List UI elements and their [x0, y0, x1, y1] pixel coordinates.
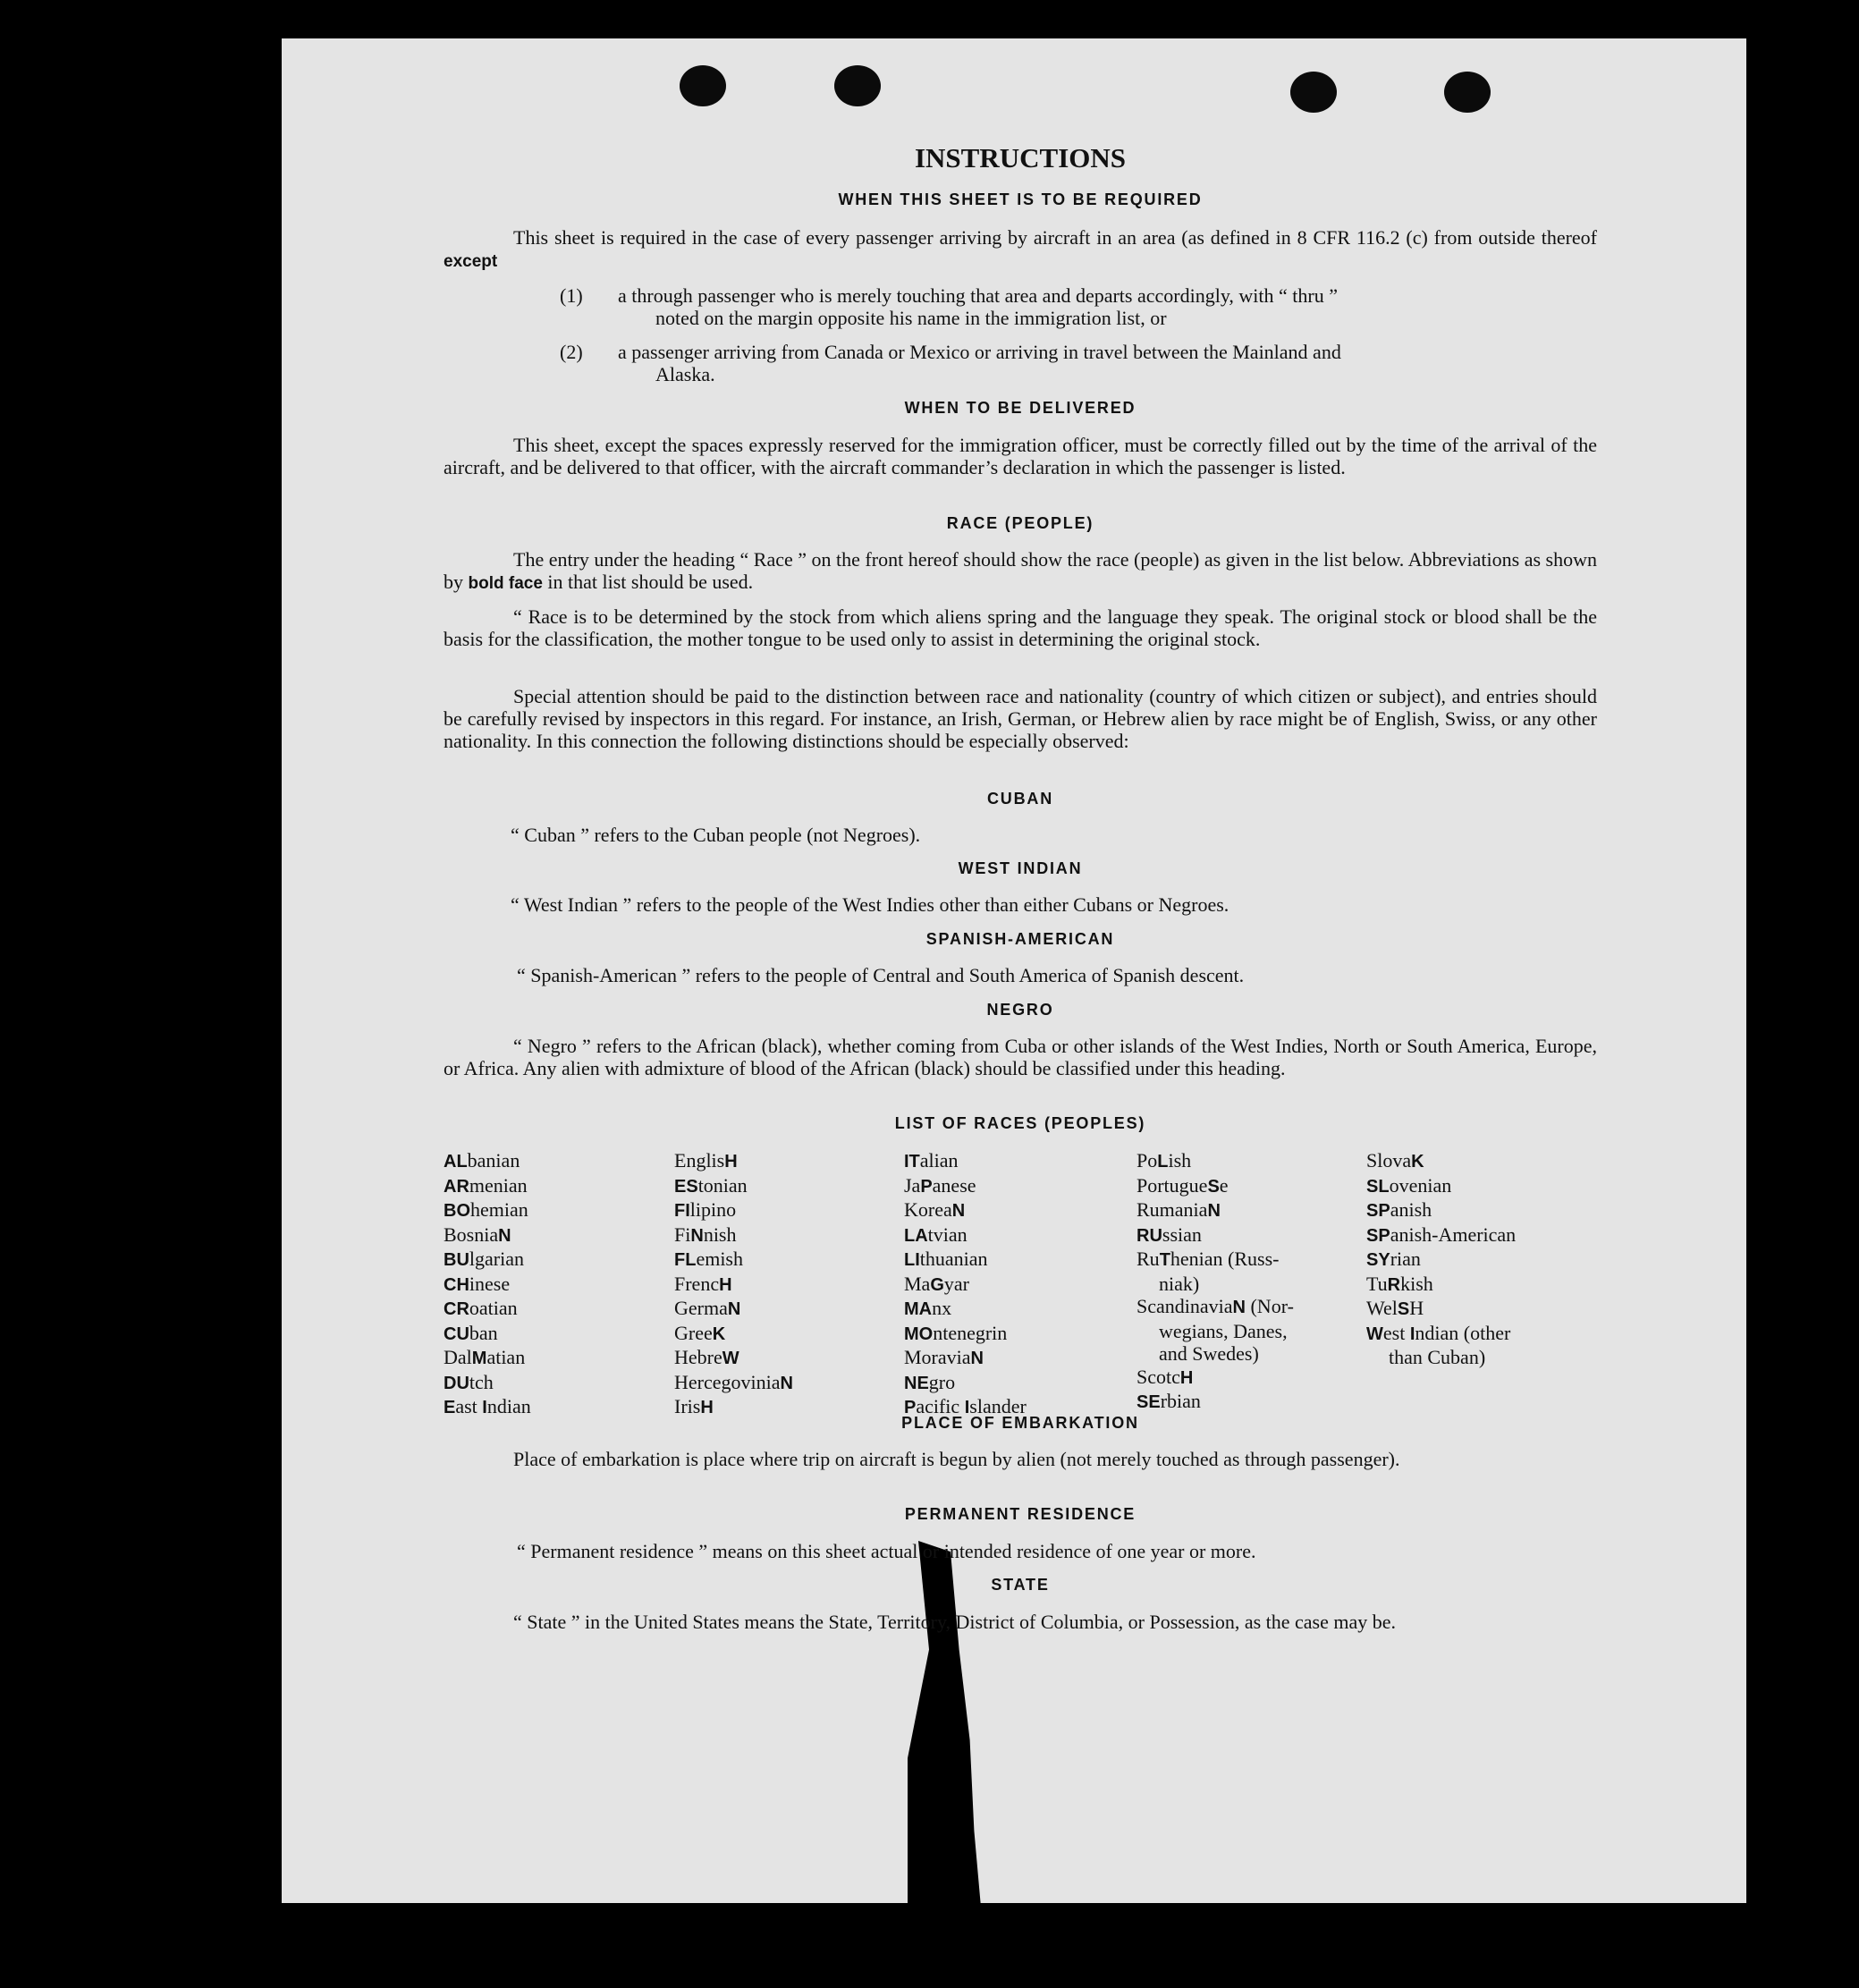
race-text: hemian [470, 1198, 528, 1221]
race-text: Wel [1366, 1297, 1398, 1319]
race-text: tvian [927, 1222, 968, 1246]
race-abbreviation: CH [444, 1274, 469, 1295]
race-text: Frenc [674, 1272, 720, 1295]
race-column [444, 1149, 531, 1420]
race-abbreviation: LA [904, 1225, 928, 1246]
torn-edge [908, 1541, 1015, 1903]
race-text: Ja [904, 1173, 921, 1197]
paragraph-west-indian: “ West Indian ” refers to the people of the West Indies other than either Cubans or Negroes. [511, 893, 1229, 916]
heading-race: RACE (PEOPLE) [946, 514, 1094, 532]
race-text: than Cuban) [1389, 1346, 1486, 1368]
race-text: acific [916, 1395, 965, 1417]
race-entry [674, 1371, 793, 1396]
race-text: ish [1168, 1149, 1192, 1172]
race-text: Rumania [1137, 1198, 1208, 1221]
race-text: Scotc [1137, 1365, 1180, 1388]
page-title: INSTRUCTIONS [914, 142, 1126, 173]
race-abbreviation: BU [444, 1250, 469, 1270]
race-entry [1366, 1346, 1516, 1369]
race-entry [444, 1174, 531, 1199]
race-entry [904, 1322, 1027, 1347]
race-text: anish-American [1390, 1222, 1517, 1246]
paragraph-when-required: This sheet is required in the case of every passenger arriving by aircraft in an area (as defined in 8 CFR 116.2 (c) from outside thereof except [444, 226, 1597, 271]
race-text: anese [932, 1173, 976, 1197]
race-abbreviation: FI [674, 1201, 690, 1221]
race-entry [444, 1346, 531, 1371]
race-text: lgarian [469, 1248, 524, 1270]
race-abbreviation: N [1232, 1298, 1246, 1317]
race-abbreviation: SE [1137, 1392, 1161, 1412]
heading-when-delivered: WHEN TO BE DELIVERED [904, 399, 1137, 417]
race-entry [1137, 1366, 1294, 1391]
punch-hole [834, 65, 881, 106]
paragraph-cuban: “ Cuban ” refers to the Cuban people (not Negroes). [511, 824, 921, 846]
race-abbreviation: G [930, 1274, 944, 1295]
punch-hole [680, 65, 726, 106]
race-text: tonian [697, 1173, 748, 1197]
race-entry [1137, 1223, 1294, 1248]
race-abbreviation: ES [674, 1176, 698, 1197]
race-text: tch [469, 1370, 494, 1393]
race-entry [1137, 1320, 1294, 1343]
race-entry [674, 1322, 793, 1347]
race-abbreviation: CR [444, 1299, 469, 1319]
race-text: rbian [1160, 1390, 1201, 1412]
race-text: Korea [904, 1198, 952, 1221]
race-text: rian [1390, 1248, 1421, 1270]
race-text: yar [943, 1272, 969, 1295]
race-text: Hebre [674, 1346, 722, 1368]
race-entry [674, 1273, 793, 1298]
race-entry [444, 1273, 531, 1298]
race-entry [674, 1248, 793, 1273]
race-abbreviation: N [970, 1349, 984, 1368]
race-entry [1366, 1223, 1516, 1248]
race-text: niak) [1159, 1272, 1200, 1295]
race-abbreviation: W [1366, 1324, 1383, 1344]
race-text: kish [1400, 1272, 1433, 1295]
race-abbreviation: S [1207, 1176, 1220, 1197]
race-abbreviation: N [1207, 1201, 1221, 1221]
race-abbreviation: MA [904, 1299, 933, 1319]
race-abbreviation: N [727, 1299, 741, 1319]
paragraph-spanish-american: “ Spanish-American ” refers to the people of Central and South America of Spanish descent. [517, 964, 1245, 986]
heading-when-required: WHEN THIS SHEET IS TO BE REQUIRED [838, 190, 1203, 208]
race-text: Scandinavia [1137, 1295, 1233, 1317]
race-entry [904, 1371, 1027, 1396]
heading-cuban: CUBAN [987, 790, 1053, 808]
race-abbreviation: DU [444, 1373, 469, 1393]
race-abbreviation: MO [904, 1324, 934, 1344]
race-column [1137, 1149, 1294, 1415]
paragraph-race-1: The entry under the heading “ Race ” on the front hereof should show the race (people) as given in the list below. Abbreviations as shown by bold face in that list should be used. [444, 548, 1597, 593]
race-text: nx [932, 1297, 952, 1319]
heading-spanish-american: SPANISH-AMERICAN [925, 930, 1115, 948]
race-text: anish [1390, 1198, 1432, 1221]
race-entry [1137, 1390, 1294, 1415]
race-entry [1366, 1174, 1516, 1199]
race-abbreviation: SP [1366, 1225, 1390, 1246]
race-entry [1137, 1198, 1294, 1223]
race-abbreviation: SY [1366, 1250, 1390, 1270]
paragraph-when-delivered: This sheet, except the spaces expressly reserved for the immigration officer, must be correctly filled out by the time of the arrival of the aircraft, and be delivered to that officer, with the aircraft commander’s declaration in which the passenger is listed. [444, 434, 1597, 478]
race-abbreviation: L [1157, 1152, 1169, 1172]
race-text: Portugue [1137, 1173, 1208, 1197]
race-abbreviation: T [1159, 1250, 1170, 1270]
race-text: ndian [486, 1395, 531, 1417]
race-abbreviation: N [498, 1225, 511, 1246]
race-entry [444, 1248, 531, 1273]
race-text: emish [696, 1248, 743, 1270]
race-text: Po [1137, 1149, 1158, 1172]
race-abbreviation: I [482, 1398, 487, 1417]
race-text: and Swedes) [1159, 1342, 1259, 1365]
race-abbreviation: BO [444, 1201, 470, 1221]
race-text: Germa [674, 1297, 728, 1319]
race-entry [674, 1198, 793, 1223]
paragraph-race-3: Special attention should be paid to the distinction between race and nationality (country of which citizen or subject), and entries should be carefully revised by inspectors in this regard. For instance, an Irish, German, or Hebrew alien by race might be of English, Swiss, or any other nationality. In this connection the following distinctions should be especially observed: [444, 685, 1597, 752]
race-entry [904, 1297, 1027, 1322]
paragraph-state: “ State ” in the United States means the State, Territory, District of Columbia, or Possession, as the case may be. [513, 1611, 1397, 1633]
race-entry [904, 1346, 1027, 1371]
race-text: Tu [1366, 1272, 1388, 1295]
race-abbreviation: H [724, 1152, 738, 1172]
race-abbreviation: H [1179, 1367, 1194, 1388]
race-entry [674, 1174, 793, 1199]
race-text: ssian [1162, 1222, 1202, 1246]
race-text: menian [469, 1173, 528, 1197]
race-abbreviation: I [964, 1398, 970, 1417]
race-text: H [1409, 1297, 1424, 1319]
race-abbreviation: LI [904, 1250, 920, 1270]
race-entry [674, 1346, 793, 1371]
race-abbreviation: SP [1366, 1201, 1390, 1221]
race-text: Dal [444, 1346, 472, 1368]
race-abbreviation: R [1387, 1274, 1401, 1295]
race-column [1366, 1149, 1516, 1369]
race-entry [1366, 1248, 1516, 1273]
race-text: Hercegovinia [674, 1370, 781, 1393]
race-entry [1366, 1322, 1516, 1347]
paragraph-race-2: “ Race is to be determined by the stock from which aliens spring and the language they speak. The original stock or blood shall be the basis for the classification, the mother tongue to be used only to assist in determining the original stock. [444, 605, 1597, 650]
race-entry [674, 1149, 793, 1174]
heading-negro: NEGRO [986, 1001, 1054, 1019]
race-entry [444, 1223, 531, 1248]
race-entry [444, 1322, 531, 1347]
race-entry [674, 1223, 793, 1248]
race-entry [1137, 1248, 1294, 1273]
heading-state: STATE [991, 1576, 1050, 1594]
race-entry [1366, 1149, 1516, 1174]
race-entry [904, 1248, 1027, 1273]
race-text: Slova [1366, 1149, 1412, 1172]
race-abbreviation: H [700, 1398, 714, 1417]
race-column [904, 1149, 1027, 1420]
race-text: wegians, Danes, [1159, 1319, 1288, 1342]
race-text: alian [919, 1149, 959, 1172]
paragraph-embarkation: Place of embarkation is place where trip on aircraft is begun by alien (not merely touched as through passenger). [513, 1448, 1400, 1470]
race-text: ovenian [1389, 1173, 1452, 1197]
race-text: atian [486, 1346, 526, 1368]
race-text: banian [467, 1149, 520, 1172]
race-abbreviation: N [780, 1373, 793, 1393]
race-text: est [1382, 1321, 1410, 1344]
race-entry [1366, 1198, 1516, 1223]
race-text: thuanian [919, 1248, 988, 1270]
race-text: ban [469, 1321, 498, 1344]
race-entry [1366, 1273, 1516, 1298]
race-text: Iris [674, 1395, 701, 1417]
race-abbreviation: I [1409, 1324, 1415, 1344]
race-text: Ma [904, 1272, 931, 1295]
paragraph-residence: “ Permanent residence ” means on this sheet actual or intended residence of one year or more. [517, 1540, 1256, 1562]
race-entry [674, 1297, 793, 1322]
race-text: ndian (other [1415, 1321, 1511, 1344]
race-text: Englis [674, 1149, 725, 1172]
race-abbreviation: AR [444, 1176, 469, 1197]
race-entry [444, 1297, 531, 1322]
punch-hole [1290, 72, 1337, 113]
race-abbreviation: AL [444, 1152, 468, 1172]
race-entry [904, 1223, 1027, 1248]
race-column [674, 1149, 793, 1420]
race-abbreviation: H [719, 1274, 732, 1295]
race-entry [444, 1149, 531, 1174]
paragraph-negro: “ Negro ” refers to the African (black), whether coming from Cuba or other islands of the West Indies, North or South America, Europe, or Africa. Any alien with admixture of blood of the African (black) should be classified under this heading. [444, 1035, 1597, 1079]
race-abbreviation: K [712, 1324, 726, 1344]
race-text: ntenegrin [933, 1321, 1008, 1344]
race-text: e [1219, 1173, 1229, 1197]
race-entry [1137, 1174, 1294, 1199]
form-sheet: INSTRUCTIONS WHEN THIS SHEET IS TO BE REQUIRED This sheet is required in the case of every passenger arriving by aircraft in an area (as defined in 8 CFR 116.2 (c) from outside thereof except (1) a through passenger who is merely touching that area and departs accordingly, with “ thru ” noted on the margin opposite his name in the immigration list, or (2) a passenger arriving from Canada or Mexico or arriving in travel between the Mainland and Alaska. WHEN TO BE DELIVERED This sheet, except the spaces expressly reserved for the immigration officer, must be correctly filled out by the time of the arrival of the aircraft, and be delivered to that officer, with the aircraft commander’s declaration in which the passenger is listed. RACE (PEOPLE) The entry under the heading “ Race ” on the front hereof should show the race (people) as given in the list below. Abbreviations as shown by bold face in that list should be used. “ Race is to be determined by the stock from which aliens spring and the language they speak. The original stock or blood shall be the basis for the classification, the mother tongue to be used only to assist in determining the original stock. Special attention should be paid to the distinction between race and nationality (country of which citizen or subject), and entries should be carefully revised by inspectors in this regard. For instance, an Irish, German, or Hebrew alien by race might be of English, Swiss, or any other nationality. In this connection the following distinctions should be especially observed: CUBAN “ Cuban ” refers to the Cuban people (not Negroes). WEST INDIAN “ West Indian ” refers to the people of the West Indies other than either Cubans or Negroes. SPANISH-AMERICAN “ Spanish-American ” refers to the people of Central and South America of Spanish descent. NEGRO “ Negro ” refers to the African (black), whether coming from Cuba or other islands of the West Indies, North or South America, Europe, or Africa. Any alien with admixture of blood of the African (black) should be classified under this heading. LIST OF RACES (PEOPLES) ALbanian ARmenian BOhemian BosniaN BUlgarian CHinese CRoatian CUban DalMatian DUtch East Indian EnglisH EStonian FIlipino FiNnish FLemish FrencH GermaN GreeK HebreW HercegoviniaN IrisH ITalian JaPanese KoreaN LAtvian LIthuanian MaGyar MAnx MOntenegrin MoraviaN NEgro Pacific Islander PoLish PortugueSe RumaniaN RUssian RuThenian (Russ- niak) ScandinaviaN (Nor- wegians, Danes, and Swedes) ScotcH SErbian SlovaK SLovenian SPanish SPanish-American SYrian TuRkish WelSH West Indian (other than Cuban) PLACE OF EMBARKATION Place of embarkation is place where trip on aircraft is begun by alien (not merely touched as through passenger). PERMANENT RESIDENCE “ Permanent residence ” means on this sheet actual or intended residence of one year or more. STATE “ State ” in the United States means the State, Territory, District of Columbia, or Possession, as the case may be. [282, 38, 1746, 1903]
heading-west-indian: WEST INDIAN [958, 859, 1083, 877]
race-abbreviation: S [1397, 1299, 1410, 1319]
race-entry [904, 1174, 1027, 1199]
race-text: Fi [674, 1222, 691, 1246]
race-abbreviation: N [690, 1225, 704, 1246]
race-entry [1137, 1342, 1294, 1366]
race-entry [904, 1273, 1027, 1298]
race-text: gro [928, 1370, 956, 1393]
race-abbreviation: SL [1366, 1176, 1390, 1197]
heading-place-of-embarkation: PLACE OF EMBARKATION [901, 1414, 1139, 1432]
race-text: oatian [469, 1297, 518, 1319]
race-entry [444, 1198, 531, 1223]
race-text: inese [469, 1272, 511, 1295]
race-abbreviation: IT [904, 1152, 920, 1172]
race-abbreviation: M [471, 1349, 487, 1368]
heading-permanent-residence: PERMANENT RESIDENCE [904, 1505, 1137, 1523]
race-text: Bosnia [444, 1222, 499, 1246]
race-entry [444, 1371, 531, 1396]
race-entry [1137, 1273, 1294, 1296]
race-entry [1137, 1149, 1294, 1174]
race-text: henian (Russ- [1170, 1248, 1280, 1270]
race-abbreviation: P [920, 1176, 933, 1197]
race-text: Moravia [904, 1346, 971, 1368]
race-abbreviation: NE [904, 1373, 929, 1393]
heading-list-of-races: LIST OF RACES (PEOPLES) [894, 1114, 1146, 1132]
race-abbreviation: CU [444, 1324, 469, 1344]
punch-hole [1444, 72, 1491, 113]
race-abbreviation: P [904, 1398, 917, 1417]
race-text: (Nor- [1245, 1295, 1294, 1317]
race-abbreviation: FL [674, 1250, 697, 1270]
race-entry [904, 1198, 1027, 1223]
race-entry [1137, 1295, 1294, 1320]
race-text: slander [969, 1395, 1027, 1417]
race-abbreviation: RU [1137, 1225, 1162, 1246]
race-entry [1366, 1297, 1516, 1322]
race-abbreviation: K [1411, 1152, 1424, 1172]
race-text: Gree [674, 1321, 713, 1344]
race-text: nish [703, 1222, 737, 1246]
race-text: lipino [689, 1198, 737, 1221]
race-abbreviation: E [444, 1398, 456, 1417]
race-text: ast [455, 1395, 483, 1417]
race-text: Ru [1137, 1248, 1160, 1270]
race-entry [904, 1149, 1027, 1174]
race-abbreviation: W [722, 1349, 739, 1368]
race-abbreviation: N [951, 1201, 966, 1221]
